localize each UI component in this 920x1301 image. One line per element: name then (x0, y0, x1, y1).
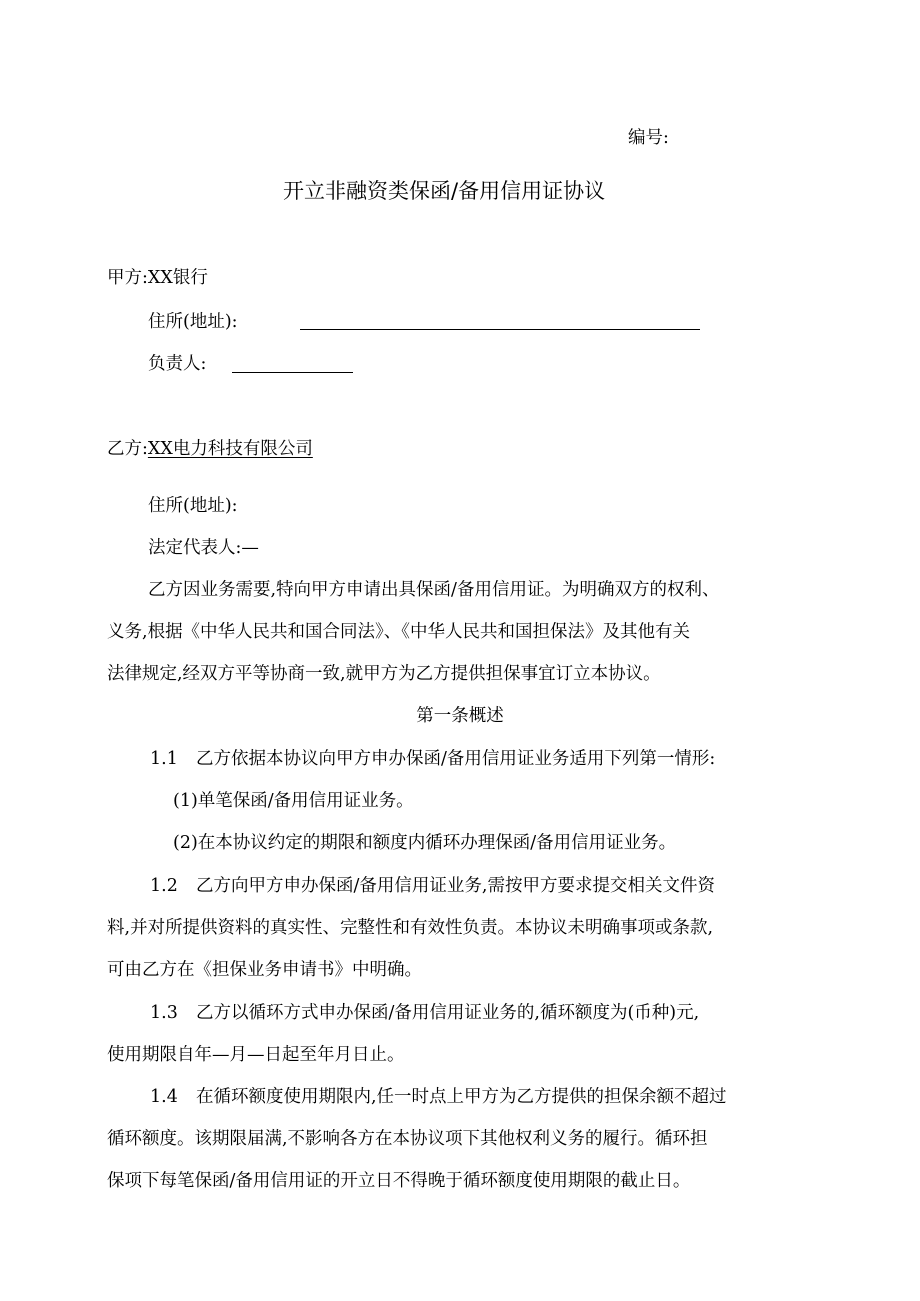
party-a-principal-label: 负责人: (148, 354, 207, 374)
clause-number: 1.4 (150, 1087, 178, 1107)
clause-1-3 (150, 1005, 699, 1023)
party-a-label: 甲方:XX银行 (107, 268, 208, 288)
clause-number: 1.2 (150, 876, 178, 896)
article-heading: 第一条概述 (416, 706, 504, 726)
clause-1-3-line2: 使用期限自年—月—日起至年月日止。 (107, 1045, 405, 1065)
clause-1-2-line2: 料,并对所提供资料的真实性、完整性和有效性负责。本协议未明确事项或条款, (107, 918, 714, 938)
party-a-principal-blank (232, 372, 353, 373)
party-a-address-blank (300, 329, 700, 330)
preamble-line: 义务,根据《中华人民共和国合同法》、《中华人民共和国担保法》及其他有关 (107, 622, 691, 642)
clause-1-2-line3: 可由乙方在《担保业务申请书》中明确。 (107, 960, 422, 980)
clause-text: 乙方以循环方式申办保函/备用信用证业务的,循环额度为(币种)元, (196, 1003, 700, 1023)
clause-text: 乙方向甲方申办保函/备用信用证业务,需按甲方要求提交相关文件资 (196, 876, 715, 896)
clause-1-4-line2: 循环额度。该期限届满,不影响各方在本协议项下其他权利义务的履行。循环担 (107, 1129, 708, 1149)
option-2: (2)在本协议约定的期限和额度内循环办理保函/备用信用证业务。 (173, 833, 677, 853)
clause-text: 在循环额度使用期限内,任一时点上甲方为乙方提供的担保余额不超过 (196, 1087, 727, 1107)
clause-1-1 (150, 751, 715, 769)
document-number-label: 编号: (628, 128, 669, 148)
party-b-line (107, 441, 313, 459)
preamble-line: 法律规定,经双方平等协商一致,就甲方为乙方提供担保事宜订立本协议。 (107, 664, 661, 684)
party-b-prefix: 乙方: (107, 439, 148, 459)
preamble-line: 乙方因业务需要,特向甲方申请出具保函/备用信用证。为明确双方的权利、 (148, 580, 720, 600)
option-1: (1)单笔保函/备用信用证业务。 (173, 791, 414, 811)
document-title: 开立非融资类保函/备用信用证协议 (283, 179, 606, 203)
party-b-representative-label: 法定代表人:— (148, 538, 259, 558)
clause-number: 1.3 (150, 1003, 178, 1023)
clause-1-4-line3: 保项下每笔保函/备用信用证的开立日不得晚于循环额度使用期限的截止日。 (107, 1171, 691, 1191)
clause-1-4 (150, 1089, 727, 1107)
party-b-name: XX电力科技有限公司 (147, 439, 313, 459)
party-a-address-label: 住所(地址): (148, 312, 238, 332)
clause-number: 1.1 (150, 749, 178, 769)
party-b-address-label: 住所(地址): (148, 496, 238, 516)
clause-text: 乙方依据本协议向甲方申办保函/备用信用证业务适用下列第一情形: (196, 749, 716, 769)
clause-1-2 (150, 878, 715, 896)
